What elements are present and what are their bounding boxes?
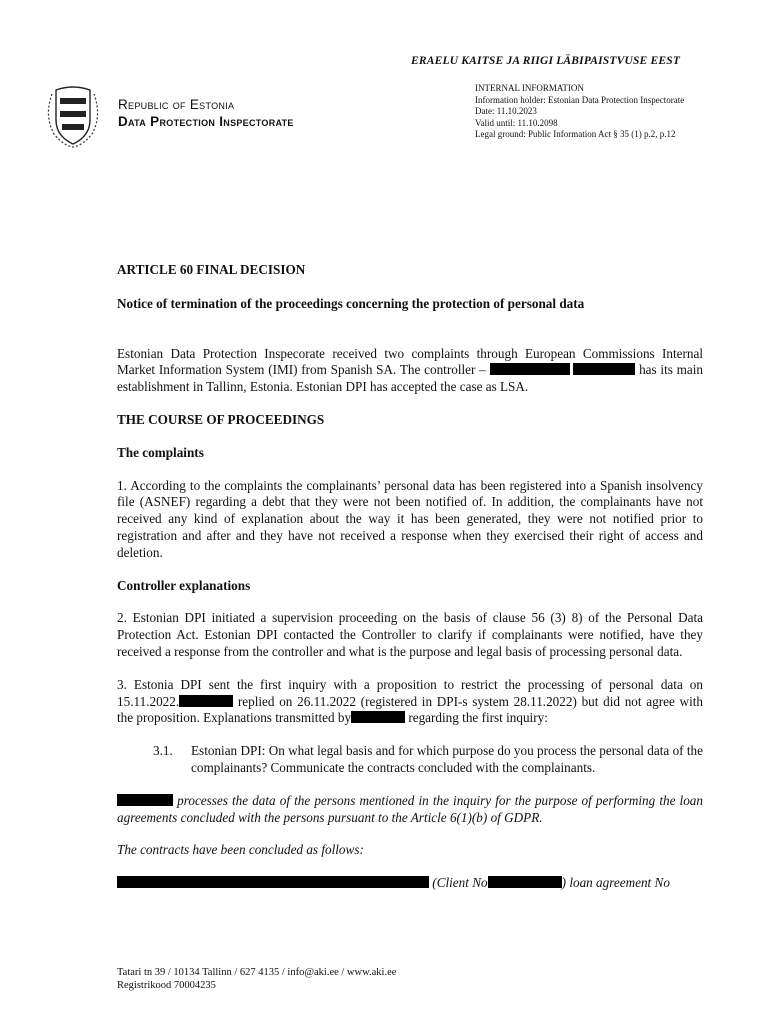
redaction-bar <box>488 876 562 888</box>
redaction-bar <box>179 695 233 707</box>
redaction-bar <box>117 876 429 888</box>
redaction-bar <box>117 794 173 806</box>
internal-info-block <box>475 83 700 141</box>
paragraph-3 <box>117 677 703 727</box>
question-item <box>153 743 703 777</box>
redaction-bar <box>351 711 405 723</box>
document-body <box>117 262 703 892</box>
contract-text-a: (Client No <box>432 875 488 891</box>
document-title: ARTICLE 60 FINAL DECISION <box>117 262 306 277</box>
footer-registry-code: Registrikood 70004235 <box>117 980 216 991</box>
p3-text-c: regarding the first inquiry: <box>408 710 548 726</box>
section-heading-controller: Controller explanations <box>117 577 251 593</box>
p3-text-b: replied on 26.11.2022 (registered in DPI-s system 28.11.2022) but did not agree with the proposition. Explanations transmitted by <box>117 693 703 726</box>
estonia-coat-of-arms-icon <box>42 82 104 148</box>
answer-text: processes the data of the persons mentioned in the inquiry for the purpose of performing the loan agreements concluded with the persons pursuant to the Article 6(1)(b) of GDPR. <box>117 792 703 825</box>
paragraph-2: 2. Estonian DPI initiated a supervision proceeding on the basis of clause 56 (3) 8) of the Personal Data Protection Act. Estonian DPI contacted the Controller to clarify if complainants were notified, have they received a response from the controller and what is the purpose and legal basis of processing personal data. <box>117 610 703 659</box>
meta-line: Information holder: Estonian Data Protection Inspectorate <box>475 94 685 105</box>
question-number: 3.1. <box>153 743 173 759</box>
intro-text-a: Estonian Data Protection Inspecorate received two complaints through European Commissions Internal Market Information System (IMI) from Spanish SA. The controller – <box>117 345 703 378</box>
document-subtitle: Notice of termination of the proceedings concerning the protection of personal data <box>117 295 585 311</box>
contract-text-b: ) loan agreement No <box>561 875 670 891</box>
meta-line: Legal ground: Public Information Act § 35 (1) p.2, p.12 <box>475 129 676 139</box>
meta-line: Date: 11.10.2023 <box>475 106 537 116</box>
redaction-bar <box>490 363 570 375</box>
page-footer <box>117 966 396 992</box>
intro-text-b: has its main establishment in Tallinn, Estonia. Estonian DPI has accepted the case as LSA. <box>117 362 703 395</box>
footer-contact: Tatari tn 39 / 10134 Tallinn / 627 4135 / info@aki.ee / www.aki.ee <box>117 967 397 978</box>
meta-line: INTERNAL INFORMATION <box>475 83 584 93</box>
contracts-intro: The contracts have been concluded as follows: <box>117 842 364 858</box>
header-agency-title: ERAELU KAITSE JA RIIGI LÄBIPAISTVUSE EEST <box>411 55 681 67</box>
section-heading-complaints: The complaints <box>117 444 204 460</box>
answer-paragraph <box>117 793 703 827</box>
contract-line <box>117 875 703 892</box>
org-line-1: Republic of Estonia <box>118 97 235 112</box>
p3-text-a: 3. Estonia DPI sent the first inquiry with a proposition to restrict the processing of personal data on 15.11.2022. <box>117 676 703 709</box>
intro-paragraph <box>117 346 703 396</box>
meta-line: Valid until: 11.10.2098 <box>475 117 558 128</box>
section-heading-course: THE COURSE OF PROCEEDINGS <box>117 411 325 427</box>
paragraph-1: 1. According to the complaints the complainants’ personal data has been registered into a Spanish insolvency file (ASNEF) regarding a debt that they were not been notified of. In addition, the complainants have not received any kind of explanation about the way it has been generated, they were not notified prior to registration and after and they have not received a response when they exercised their right of access and deletion. <box>117 477 703 560</box>
redaction-bar <box>573 363 635 375</box>
organization-name <box>118 96 294 130</box>
question-text: Estonian DPI: On what legal basis and for which purpose do you process the personal data of the complainants? Communicate the contracts concluded with the complainants. <box>191 743 703 775</box>
org-line-2: Data Protection Inspectorate <box>118 114 294 129</box>
